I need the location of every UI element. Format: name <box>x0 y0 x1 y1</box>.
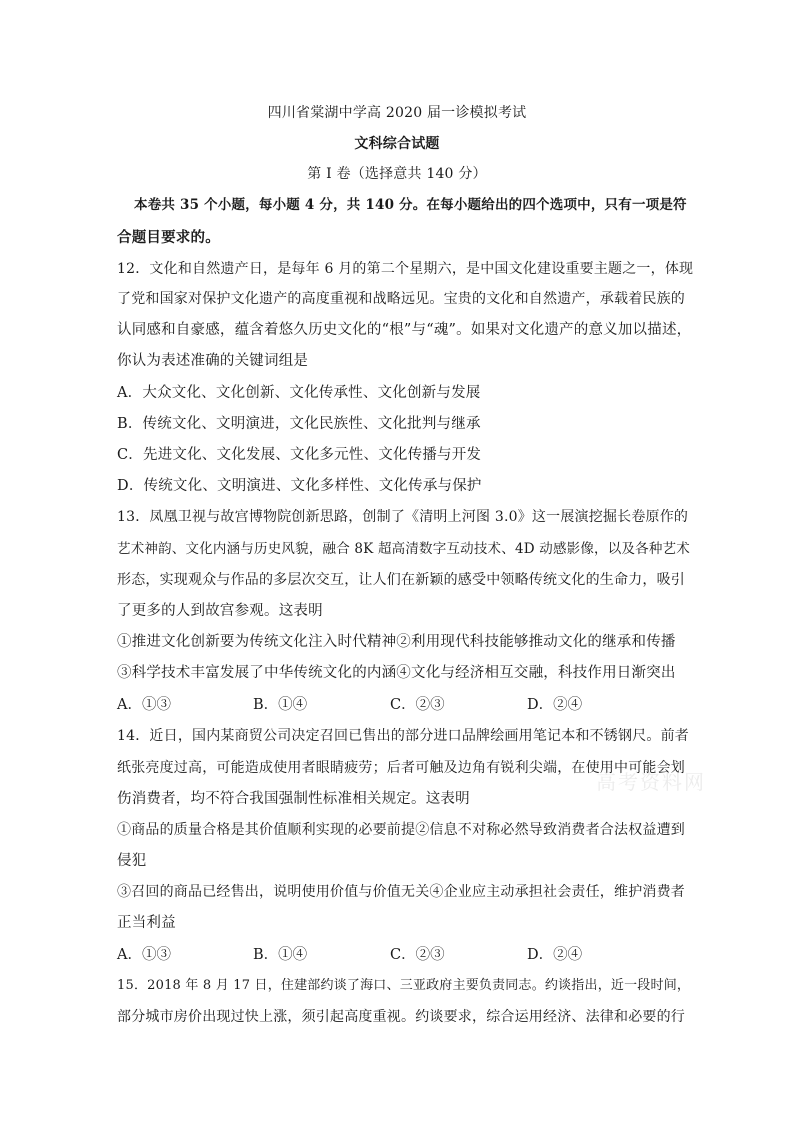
q14-statement-1-cont: 侵犯 <box>117 853 147 869</box>
q12-option-d: D．传统文化、文明演进、文化多样性、文化传承与保护 <box>117 478 482 494</box>
q14-line-1: 14．近日，国内某商贸公司决定召回已售出的部分进口品牌绘画用笔记本和不锈钢尺。前者 <box>117 728 690 744</box>
instructions-line-1: 本卷共 35 个小题，每小题 4 分，共 140 分。在每小题给出的四个选项中，只有一项是符 <box>134 197 687 213</box>
q13-statement-2: ③科学技术丰富发展了中华传统文化的内涵④文化与经济相互交融，科技作用日渐突出 <box>117 665 676 681</box>
q12-line-1: 12．文化和自然遗产日，是每年 6 月的第二个星期六，是中国文化建设重要主题之一，体现 <box>117 261 694 277</box>
q14-option-b: B．①④ <box>253 947 308 963</box>
q14-statement-2-cont: 正当利益 <box>117 915 176 931</box>
q14-option-d: D．②④ <box>527 947 583 963</box>
q13-line-3: 形态，实现观众与作品的多层次交互，让人们在新颖的感受中领略传统文化的生命力，吸引 <box>117 572 685 588</box>
q12-line-3: 认同感和自豪感，蕴含着悠久历史文化的“根”与“魂”。如果对文化遗产的意义加以描述， <box>117 322 692 338</box>
q14-option-c: C．②③ <box>390 947 445 963</box>
q13-option-b: B．①④ <box>253 697 308 713</box>
watermark: 高考资料网 <box>596 770 706 794</box>
subject-title: 文科综合试题 <box>354 136 440 152</box>
q13-option-c: C．②③ <box>390 697 445 713</box>
q14-line-2: 纸张亮度过高，可能造成使用者眼睛疲劳；后者可触及边角有锐利尖端，在使用中可能会划 <box>117 760 685 776</box>
q12-option-a: A．大众文化、文化创新、文化传承性、文化创新与发展 <box>117 385 481 401</box>
q13-option-a: A．①③ <box>117 697 171 713</box>
instructions-line-2: 合题目要求的。 <box>117 229 220 246</box>
q13-line-1: 13．凤凰卫视与故宫博物院创新思路，创制了《清明上河图 3.0》这一展演挖掘长卷原作的 <box>117 509 689 525</box>
q12-line-4: 你认为表述准确的关键词组是 <box>117 353 309 369</box>
q13-statement-1: ①推进文化创新要为传统文化注入时代精神②利用现代科技能够推动文化的继承和传播 <box>117 634 676 650</box>
q15-line-1: 15．2018 年 8 月 17 日，住建部约谈了海口、三亚政府主要负责同志。约谈指出，近一段时间， <box>117 978 691 993</box>
q14-option-a: A．①③ <box>117 947 171 963</box>
q15-line-2: 部分城市房价出现过快上涨，须引起高度重视。约谈要求，综合运用经济、法律和必要的行 <box>117 1009 685 1025</box>
q14-statement-2: ③召回的商品已经售出，说明使用价值与价值无关④企业应主动承担社会责任，维护消费者 <box>117 884 685 900</box>
school-title: 四川省棠湖中学高 2020 届一诊模拟考试 <box>267 105 527 121</box>
q12-line-2: 了党和国家对保护文化遗产的高度重视和战略远见。宝贵的文化和自然遗产，承载着民族的 <box>117 291 685 307</box>
q14-line-3: 伤消费者，均不符合我国强制性标准相关规定。这表明 <box>117 791 470 807</box>
q12-option-c: C．先进文化、文化发展、文化多元性、文化传播与开发 <box>117 447 482 463</box>
q13-option-d: D．②④ <box>527 697 583 713</box>
q12-option-b: B．传统文化、文明演进，文化民族性、文化批判与继承 <box>117 416 481 432</box>
q13-line-4: 了更多的人到故宫参观。这表明 <box>117 603 323 619</box>
part-title: 第 I 卷（选择意共 140 分） <box>307 166 487 182</box>
q14-statement-1: ①商品的质量合格是其价值顺利实现的必要前提②信息不对称必然导致消费者合法权益遭到 <box>117 822 685 838</box>
q13-line-2: 艺术神韵、文化内涵与历史风貌，融合 8K 超高清数字互动技术、4D 动感影像，以及各种艺术 <box>117 541 690 557</box>
